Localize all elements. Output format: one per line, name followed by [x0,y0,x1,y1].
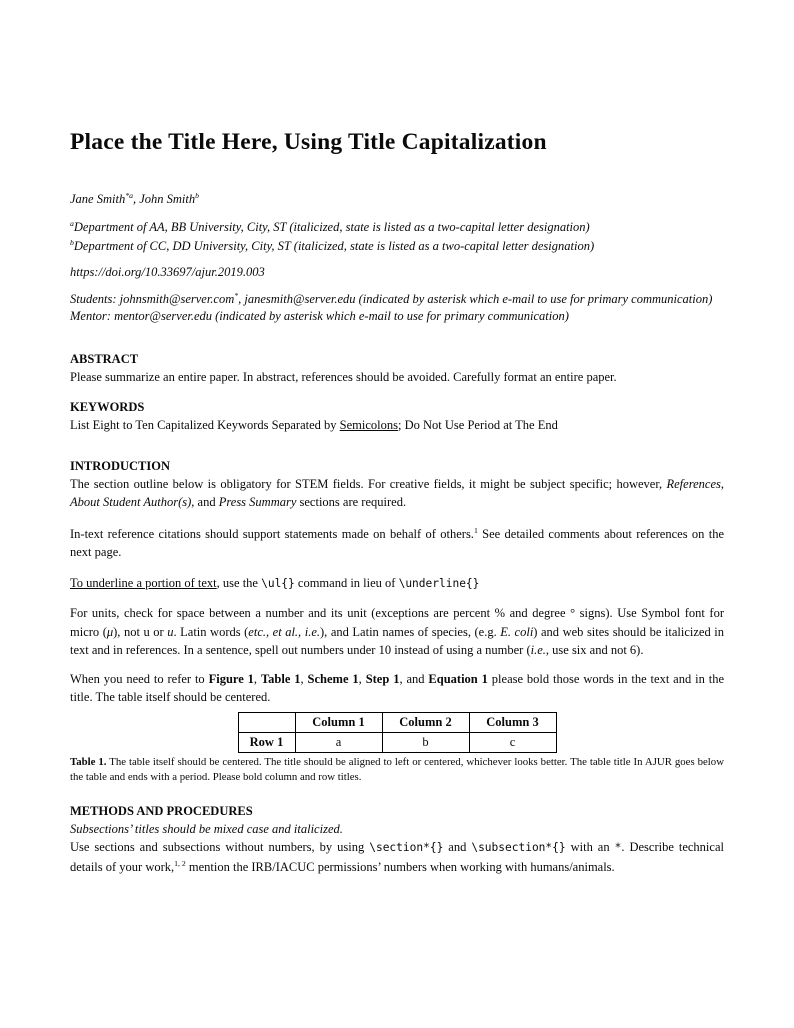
methods-paragraph: Use sections and subsections without numbers, by using \section*{} and \subsection*{} with an *. Describe technical details of your work,$^{1, 2}$ mention the IRB/IACUC permissions’ numbers when working with humans/animals. [70,840,724,874]
affiliations [70,218,724,256]
methods-subsection-note: Subsections’ titles should be mixed case and italicized. [70,821,343,836]
doi-line: https://doi.org/10.33697/ajur.2019.003 [70,265,265,279]
table-1 [238,712,557,753]
keywords-paragraph: List Eight to Ten Capitalized Keywords Separated by Semicolons; Do Not Use Period at The End [70,418,558,432]
mentor-email-line: Mentor: mentor@server.edu (indicated by asterisk which e-mail to use for primary communication) [70,309,569,323]
table-1-cell-c: c [469,732,556,752]
table-1-row-label: Row 1 [238,732,295,752]
author-byline: Jane Smith$^{*a}$, John Smith$^b$ [70,190,199,206]
table-1-col-3-header: Column 3 [469,712,556,732]
table-1-header-row [238,712,556,732]
keywords-heading: KEYWORDS [70,400,145,414]
table-1-col-2-header: Column 2 [382,712,469,732]
table-1-data-row [238,732,556,752]
affiliation-a: $^a$Department of AA, BB University, City, ST (italicized, state is listed as a two-capital letter designation) [70,218,590,234]
referencing-paragraph: When you need to refer to Figure 1, Table 1, Scheme 1, Step 1, and Equation 1 please bold those words in the text and in the title. The table itself should be centered. [70,671,725,704]
underline-command-paragraph: To underline a portion of text, use the \ul{} command in lieu of \underline{} [70,575,480,590]
table-1-caption: Table 1. The table itself should be centered. The title should be aligned to left or centered, whichever looks better. The table title In AJUR goes below the table and ends with a period. Please bold column and row titles. [70,755,724,783]
introduction-paragraph-1: The section outline below is obligatory for STEM fields. For creative fields, it might be subject specific; however, References, About Student Author(s), and Press Summary sections are required. [70,476,724,509]
table-1-cell-a: a [295,732,382,752]
abstract-paragraph: Please summarize an entire paper. In abstract, references should be avoided. Carefully format an entire paper. [70,369,617,384]
paper-title: Place the Title Here, Using Title Capitalization [70,129,547,155]
abstract-heading: ABSTRACT [70,351,139,366]
affiliation-b: $^b$Department of CC, DD University, City, ST (italicized, state is listed as a two-capital letter designation) [70,237,595,253]
units-paragraph: For units, check for space between a number and its unit (exceptions are percent % and degree ° signs). Use Symbol font for micro (μ), not u or u. Latin words (etc., et al., i.e.), and Latin names of species, (e.g. E. coli) and web sites should be italicized in text and in references. In a sentence, spell out numbers under 10 instead of using a number (i.e., use six and not 6). [70,606,724,657]
table-1-corner-cell [238,712,295,732]
methods-heading: METHODS AND PROCEDURES [70,803,253,818]
table-1-cell-b: b [382,732,469,752]
students-email-line: Students: johnsmith@server.com*, janesmith@server.edu (indicated by asterisk which e-mail to use for primary communication) [70,290,713,306]
contact-lines [70,291,724,326]
introduction-paragraph-2: In-text reference citations should support statements made on behalf of others.$^1$ See detailed comments about references on the next page. [70,525,724,559]
introduction-heading: INTRODUCTION [70,458,171,473]
table-1-col-1-header: Column 1 [295,712,382,732]
